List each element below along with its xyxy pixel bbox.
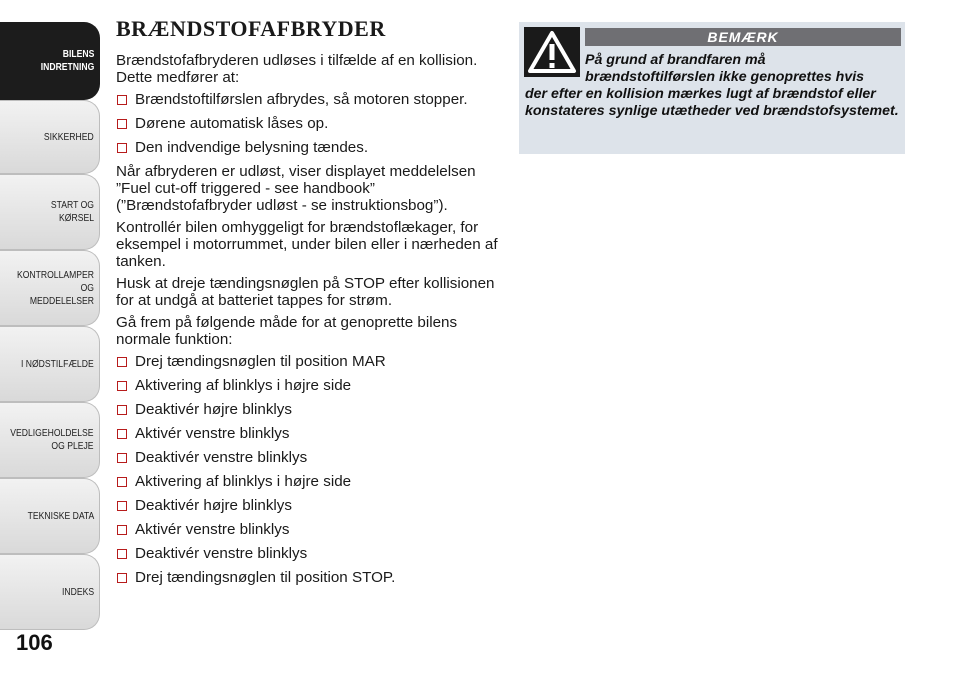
step-text: Deaktivér venstre blinklys: [135, 545, 308, 562]
note-line: der efter en kollision mærkes lugt af brændstof eller konstateres synlige utætheder ved brændstofsystemet.: [525, 86, 899, 119]
restore-paragraph: Gå frem på følgende måde for at genoprette bilens normale funktion:: [116, 314, 458, 348]
list-item: [116, 115, 498, 132]
tab-vedligeholdelse[interactable]: [0, 402, 100, 478]
checkbox-bullet-icon: [117, 453, 127, 463]
tab-label: I NØDSTILFÆLDE: [21, 357, 94, 370]
step-text: Drej tændingsnøglen til position STOP.: [135, 569, 396, 586]
note-heading: BEMÆRK: [585, 28, 901, 46]
step-item: [116, 473, 498, 490]
tab-label: TEKNISKE DATA: [27, 509, 94, 522]
checkbox-bullet-icon: [117, 119, 127, 129]
list-item-text: Dørene automatisk låses op.: [135, 115, 329, 132]
tab-label: SIKKERHED: [44, 130, 94, 143]
step-text: Deaktivér højre blinklys: [135, 401, 292, 418]
step-text: Aktivering af blinklys i højre side: [135, 377, 352, 394]
display-message-paragraph: Når afbryderen er udløst, viser displayet meddelelsen ”Fuel cut-off triggered - see handbook” (”Brændstofafbryder udløst - se instruktionsbog”).: [116, 163, 476, 214]
tab-label: START OG KØRSEL: [50, 199, 94, 224]
checkbox-bullet-icon: [117, 429, 127, 439]
section-title: BRÆNDSTOFAFBRYDER: [116, 16, 386, 41]
step-item: [116, 521, 498, 538]
note-line: brændstoftilførslen ikke genoprettes hvis: [585, 69, 865, 85]
step-text: Aktivering af blinklys i højre side: [135, 473, 352, 490]
checkbox-bullet-icon: [117, 405, 127, 415]
list-item-text: Brændstoftilførslen afbrydes, så motoren stopper.: [135, 91, 468, 108]
tab-label: INDEKS: [61, 585, 94, 598]
note-text: [525, 52, 899, 120]
tab-bilens-indretning[interactable]: [0, 22, 100, 100]
note-line: På grund af brandfaren må: [585, 52, 766, 68]
tab-label: KONTROLLAMPER OG MEDDELELSER: [16, 268, 94, 307]
list-item: [116, 139, 498, 156]
step-text: Aktivér venstre blinklys: [135, 425, 290, 442]
step-item: [116, 545, 498, 562]
checkbox-bullet-icon: [117, 357, 127, 367]
tab-tekniske-data[interactable]: [0, 478, 100, 554]
main-column: [116, 16, 498, 593]
checkbox-bullet-icon: [117, 381, 127, 391]
step-text: Deaktivér højre blinklys: [135, 497, 292, 514]
tab-start-og-korsel[interactable]: [0, 174, 100, 250]
step-item: [116, 569, 498, 586]
tab-sikkerhed[interactable]: [0, 100, 100, 174]
tab-label: VEDLIGEHOLDELSE OG PLEJE: [10, 427, 94, 452]
list-item: [116, 91, 498, 108]
key-paragraph: Husk at dreje tændingsnøglen på STOP efter kollisionen for at undgå at batteriet tappes for strøm.: [116, 275, 495, 309]
step-item: [116, 377, 498, 394]
step-text: Aktivér venstre blinklys: [135, 521, 290, 538]
tab-kontrollamper[interactable]: [0, 250, 100, 326]
list-item-text: Den indvendige belysning tændes.: [135, 139, 369, 156]
step-item: [116, 497, 498, 514]
step-text: Deaktivér venstre blinklys: [135, 449, 308, 466]
checkbox-bullet-icon: [117, 95, 127, 105]
check-paragraph: Kontrollér bilen omhyggeligt for brændstoflækager, for eksempel i motorrummet, under bilen eller i nærheden af tanken.: [116, 219, 498, 270]
checkbox-bullet-icon: [117, 525, 127, 535]
checkbox-bullet-icon: [117, 573, 127, 583]
checkbox-bullet-icon: [117, 549, 127, 559]
checkbox-bullet-icon: [117, 501, 127, 511]
step-text: Drej tændingsnøglen til position MAR: [135, 353, 386, 370]
checkbox-bullet-icon: [117, 477, 127, 487]
step-item: [116, 401, 498, 418]
step-item: [116, 353, 498, 370]
intro-paragraph: Brændstofafbryderen udløses i tilfælde af en kollision. Dette medfører at:: [116, 52, 478, 86]
tab-label: BILENS INDRETNING: [40, 48, 94, 73]
warning-note-panel: [519, 22, 905, 154]
tab-indeks[interactable]: [0, 554, 100, 630]
page-number: 106: [16, 630, 53, 655]
tab-nodstilfaelde[interactable]: [0, 326, 100, 402]
checkbox-bullet-icon: [117, 143, 127, 153]
step-item: [116, 449, 498, 466]
step-item: [116, 425, 498, 442]
